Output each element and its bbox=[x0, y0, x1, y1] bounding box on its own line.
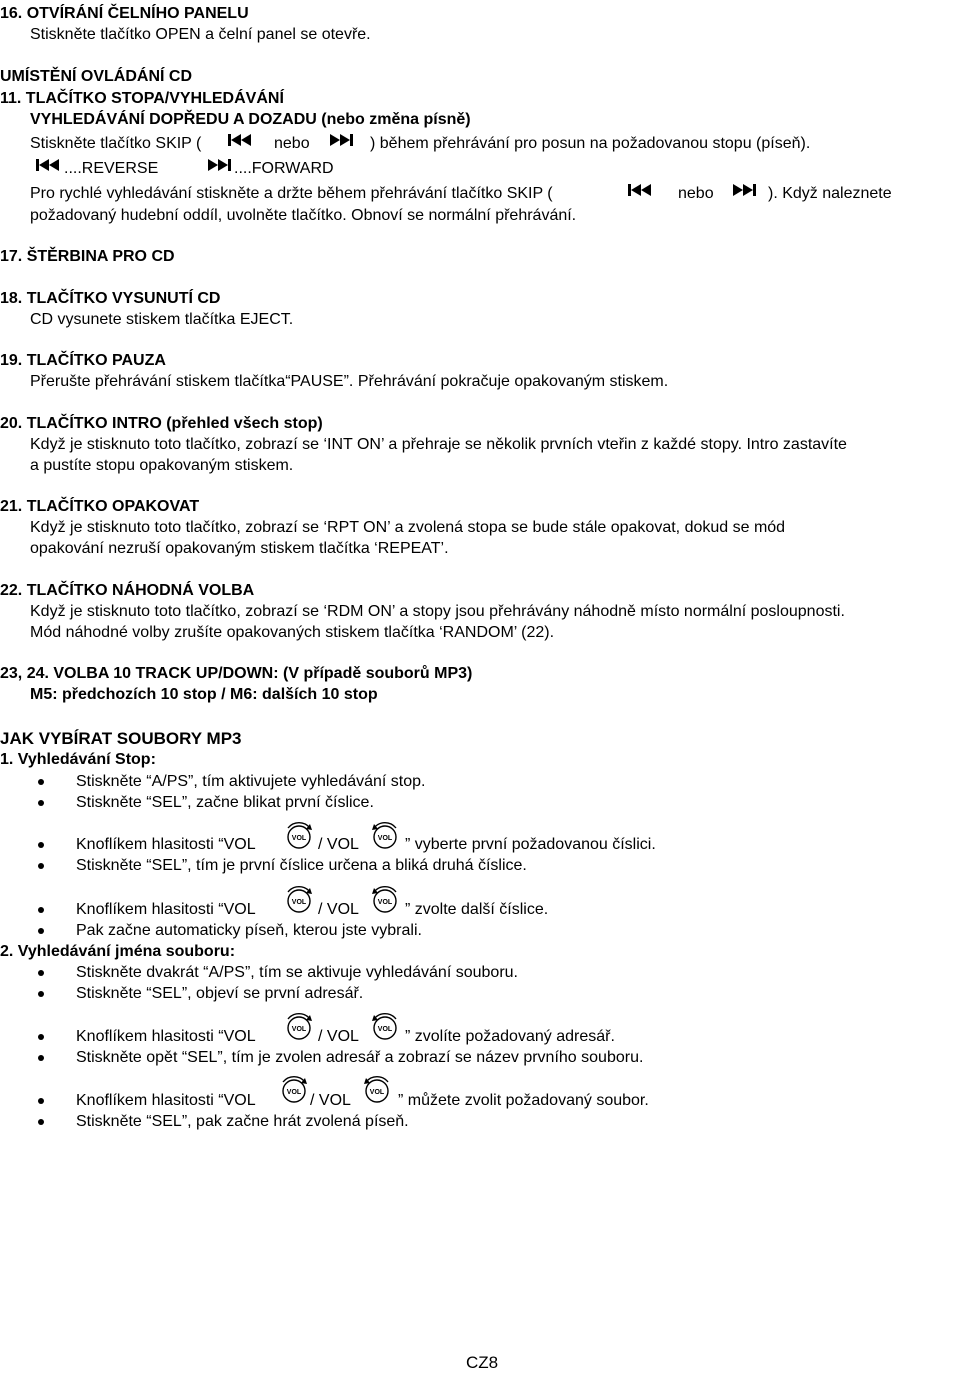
mp3-step-3-end: ” vyberte první požadovanou číslici. bbox=[405, 836, 656, 853]
vol-icon-label: VOL bbox=[369, 1089, 385, 1096]
section-21-heading: 21. TLAČÍTKO OPAKOVAT bbox=[0, 498, 200, 515]
skip-forward-icon bbox=[330, 132, 354, 150]
section-18-text: CD vysunete stiskem tlačítka EJECT. bbox=[30, 311, 294, 328]
section-23-heading: 23, 24. VOLBA 10 TRACK UP/DOWN: (V případě souborů MP3) bbox=[0, 665, 473, 682]
file-step-5-end: ” můžete zvolit požadovaný soubor. bbox=[398, 1092, 649, 1109]
bullet bbox=[38, 1055, 44, 1061]
section-20-heading: 20. TLAČÍTKO INTRO (přehled všech stop) bbox=[0, 415, 323, 432]
bullet bbox=[38, 779, 44, 785]
search-text-end: ). Když naleznete bbox=[768, 185, 892, 202]
cd-controls-heading: UMÍSTĚNÍ OVLÁDÁNÍ CD bbox=[0, 68, 192, 85]
mp3-step-5-mid: / VOL bbox=[318, 901, 359, 918]
reverse-icon bbox=[36, 157, 60, 175]
search-text-start: Pro rychlé vyhledávání stiskněte a držte během přehrávání tlačítko SKIP ( bbox=[30, 185, 553, 202]
vol-knob-icon bbox=[370, 884, 400, 918]
skip-text-end: ) během přehrávání pro posun na požadovanou stopu (píseň). bbox=[370, 135, 811, 152]
mp3-stop-search-heading: 1. Vyhledávání Stop: bbox=[0, 751, 156, 768]
section-21-text-2: opakování nezruší opakovaným stiskem tlačítka ‘REPEAT’. bbox=[30, 540, 449, 557]
section-20-text-1: Když je stisknuto toto tlačítko, zobrazí se ‘INT ON’ a přehraje se několik prvních vteřin z každé stopy. Intro zastavíte bbox=[30, 436, 847, 453]
bullet bbox=[38, 863, 44, 869]
page-number: CZ8 bbox=[466, 1353, 499, 1372]
bullet bbox=[38, 928, 44, 934]
file-step-6: Stiskněte “SEL”, pak začne hrát zvolená píseň. bbox=[76, 1113, 409, 1130]
vol-icon-label: VOL bbox=[377, 899, 393, 906]
vol-icon-label: VOL bbox=[291, 1026, 307, 1033]
vol-icon-label: VOL bbox=[291, 899, 307, 906]
search-nebo: nebo bbox=[678, 185, 714, 202]
file-step-5-mid: / VOL bbox=[310, 1092, 351, 1109]
section-16-heading: 16. OTVÍRÁNÍ ČELNÍHO PANELU bbox=[0, 5, 249, 22]
vol-knob-icon bbox=[362, 1074, 392, 1108]
file-step-3-start: Knoflíkem hlasitosti “VOL bbox=[76, 1028, 256, 1045]
file-step-5-start: Knoflíkem hlasitosti “VOL bbox=[76, 1092, 256, 1109]
item-11-title: 11. TLAČÍTKO STOPA/VYHLEDÁVÁNÍ bbox=[0, 90, 284, 107]
file-step-1: Stiskněte dvakrát “A/PS”, tím se aktivuje vyhledávání souboru. bbox=[76, 964, 518, 981]
vol-knob-icon bbox=[370, 820, 400, 854]
vol-icon-label: VOL bbox=[377, 1026, 393, 1033]
section-22-heading: 22. TLAČÍTKO NÁHODNÁ VOLBA bbox=[0, 582, 255, 599]
search-text-line2: požadovaný hudební oddíl, uvolněte tlačítko. Obnoví se normální přehrávání. bbox=[30, 207, 577, 224]
item-11-subtitle: VYHLEDÁVÁNÍ DOPŘEDU A DOZADU (nebo změna písně) bbox=[30, 111, 471, 128]
mp3-heading: JAK VYBÍRAT SOUBORY MP3 bbox=[0, 729, 242, 748]
skip-back-icon bbox=[228, 132, 252, 150]
bullet bbox=[38, 991, 44, 997]
forward-label: ....FORWARD bbox=[234, 160, 334, 177]
vol-knob-icon bbox=[284, 1011, 314, 1045]
search-forward-icon bbox=[733, 182, 757, 200]
bullet bbox=[38, 1119, 44, 1125]
vol-icon-label: VOL bbox=[377, 835, 393, 842]
skip-text-start: Stiskněte tlačítko SKIP ( bbox=[30, 135, 202, 152]
section-23-subheading: M5: předchozích 10 stop / M6: dalších 10 stop bbox=[30, 686, 378, 703]
reverse-label: ....REVERSE bbox=[64, 160, 159, 177]
file-step-4: Stiskněte opět “SEL”, tím je zvolen adresář a zobrazí se název prvního souboru. bbox=[76, 1049, 644, 1066]
vol-knob-icon bbox=[284, 820, 314, 854]
bullet bbox=[38, 1034, 44, 1040]
forward-icon bbox=[208, 157, 232, 175]
section-17-heading: 17. ŠTĚRBINA PRO CD bbox=[0, 248, 175, 265]
mp3-step-2: Stiskněte “SEL”, začne blikat první číslice. bbox=[76, 794, 374, 811]
vol-knob-icon bbox=[370, 1011, 400, 1045]
vol-knob-icon bbox=[279, 1074, 309, 1108]
vol-icon-label: VOL bbox=[286, 1089, 302, 1096]
bullet bbox=[38, 1098, 44, 1104]
mp3-step-6: Pak začne automaticky píseň, kterou jste vybrali. bbox=[76, 922, 422, 939]
file-step-3-mid: / VOL bbox=[318, 1028, 359, 1045]
section-19-heading: 19. TLAČÍTKO PAUZA bbox=[0, 352, 166, 369]
mp3-file-search-heading: 2. Vyhledávání jména souboru: bbox=[0, 943, 236, 960]
section-20-text-2: a pustíte stopu opakovaným stiskem. bbox=[30, 457, 294, 474]
bullet bbox=[38, 970, 44, 976]
bullet bbox=[38, 800, 44, 806]
search-back-icon bbox=[628, 182, 652, 200]
section-18-heading: 18. TLAČÍTKO VYSUNUTÍ CD bbox=[0, 290, 221, 307]
vol-knob-icon bbox=[284, 884, 314, 918]
skip-nebo: nebo bbox=[274, 135, 310, 152]
mp3-step-3-mid: / VOL bbox=[318, 836, 359, 853]
section-22-text-2: Mód náhodné volby zrušíte opakovaných stiskem tlačítka ‘RANDOM’ (22). bbox=[30, 624, 555, 641]
bullet bbox=[38, 842, 44, 848]
section-21-text-1: Když je stisknuto toto tlačítko, zobrazí se ‘RPT ON’ a zvolená stopa se bude stále opakovat, dokud se mód bbox=[30, 519, 786, 536]
mp3-step-4: Stiskněte “SEL”, tím je první číslice určena a bliká druhá číslice. bbox=[76, 857, 527, 874]
bullet bbox=[38, 907, 44, 913]
vol-icon-label: VOL bbox=[291, 835, 307, 842]
mp3-step-1: Stiskněte “A/PS”, tím aktivujete vyhledávání stop. bbox=[76, 773, 426, 790]
section-19-text: Přerušte přehrávání stiskem tlačítka“PAUSE”. Přehrávání pokračuje opakovaným stiskem. bbox=[30, 373, 669, 390]
mp3-step-3-start: Knoflíkem hlasitosti “VOL bbox=[76, 836, 256, 853]
mp3-step-5-start: Knoflíkem hlasitosti “VOL bbox=[76, 901, 256, 918]
mp3-step-5-end: ” zvolte další číslice. bbox=[405, 901, 549, 918]
section-16-text: Stiskněte tlačítko OPEN a čelní panel se otevře. bbox=[30, 26, 371, 43]
file-step-3-end: ” zvolíte požadovaný adresář. bbox=[405, 1028, 615, 1045]
file-step-2: Stiskněte “SEL”, objeví se první adresář. bbox=[76, 985, 364, 1002]
section-22-text-1: Když je stisknuto toto tlačítko, zobrazí se ‘RDM ON’ a stopy jsou přehrávány náhodně místo normální posloupnosti. bbox=[30, 603, 845, 620]
